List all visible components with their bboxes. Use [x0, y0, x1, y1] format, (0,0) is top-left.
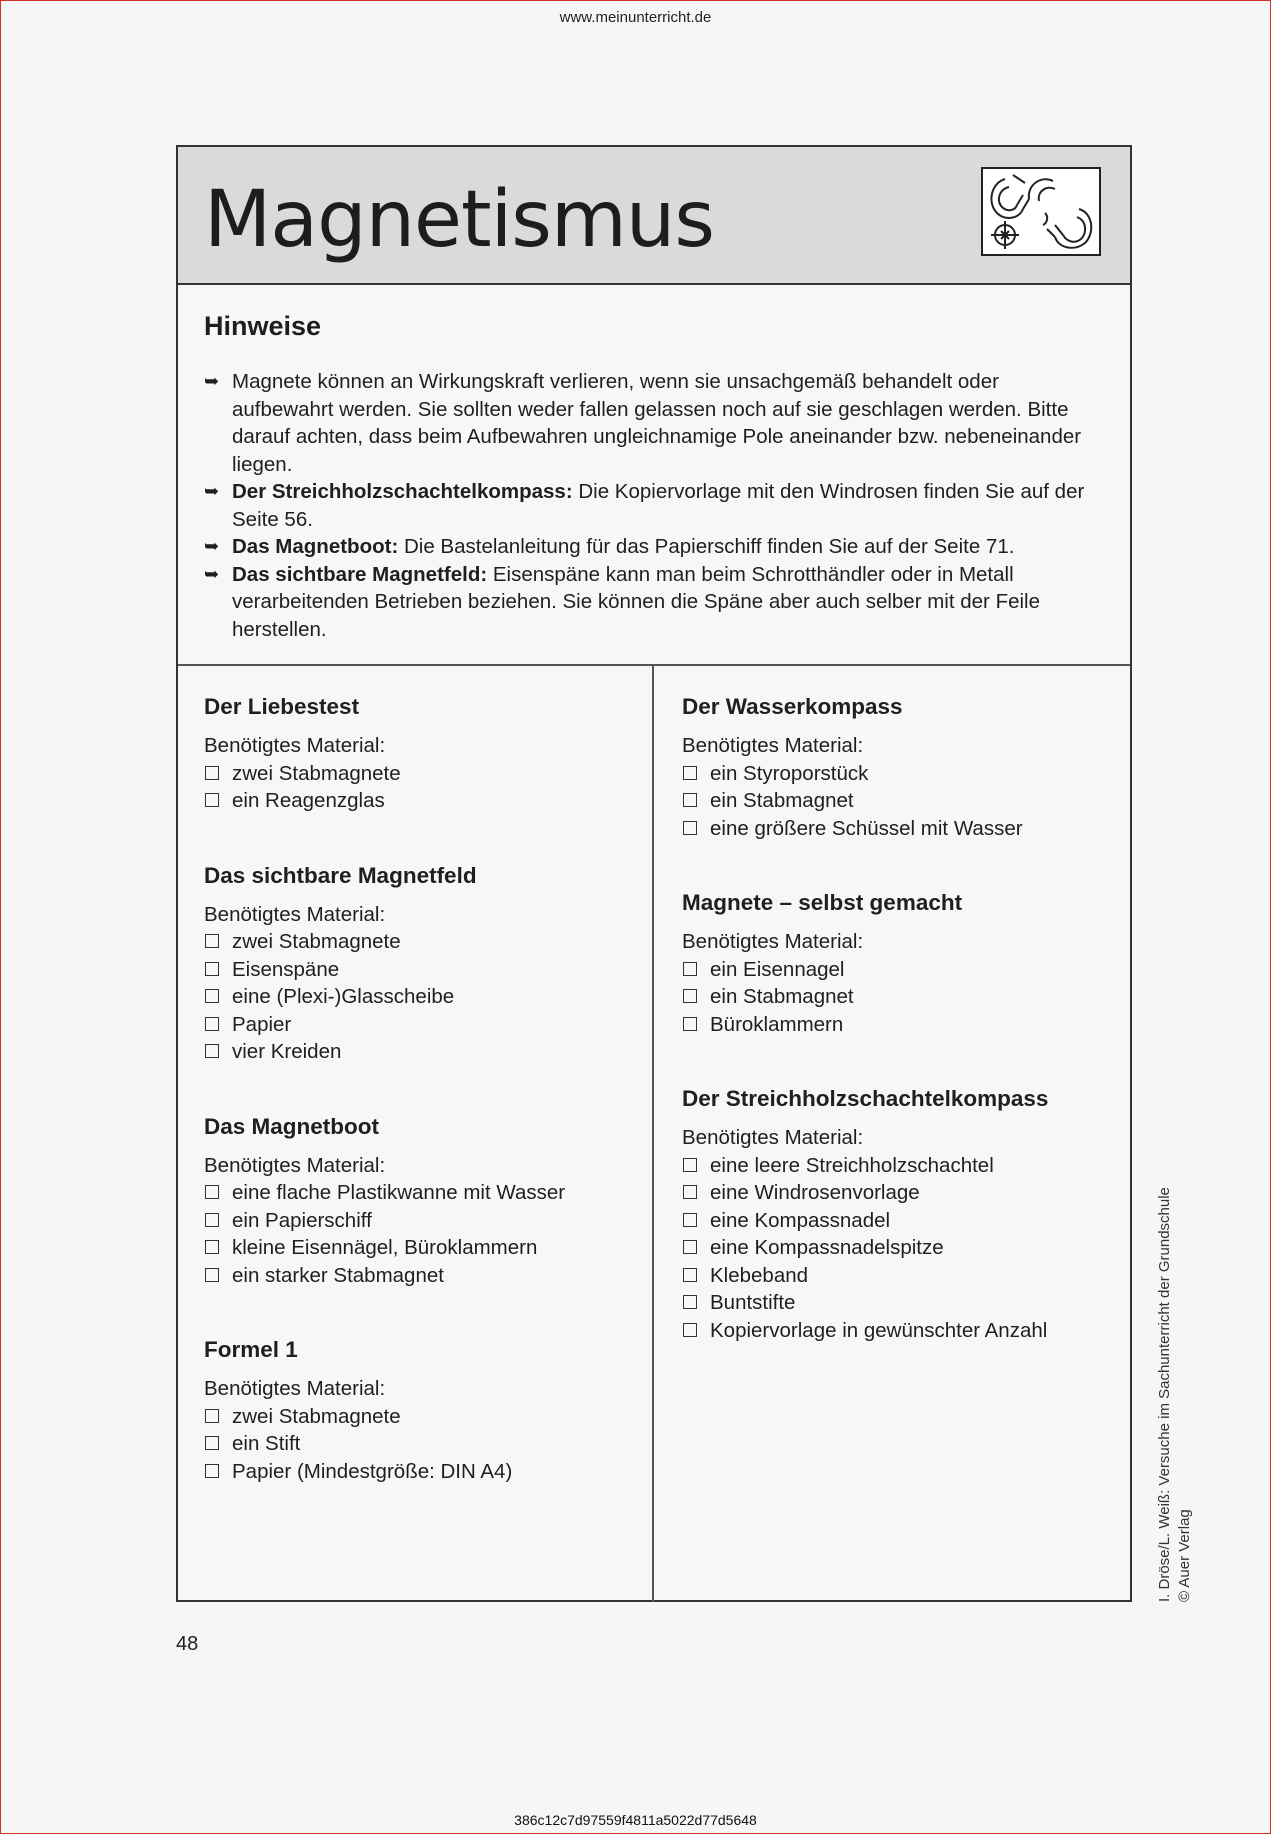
material-item	[204, 983, 632, 1011]
material-item	[682, 1179, 1110, 1207]
checkbox-icon[interactable]	[683, 1268, 697, 1282]
material-text: Papier	[232, 1012, 292, 1036]
experiment-block	[204, 863, 632, 1066]
checkbox-icon[interactable]	[205, 1409, 219, 1423]
note-text: Magnete können an Wirkungskraft verlieren, wenn sie unsachgemäß behandelt oder aufbewahrt werden. Sie sollten weder fallen gelassen noch auf sie geschlagen werden. Bitte darauf achten, dass beim Aufbewahren ungleichnamige Pole aneinander bzw. nebeneinander liegen.	[232, 370, 1082, 476]
material-text: ein Reagenzglas	[232, 789, 385, 812]
checkbox-icon[interactable]	[205, 766, 219, 780]
title-bar	[178, 147, 1130, 285]
material-text: ein Stabmagnet	[710, 789, 854, 812]
worksheet	[176, 145, 1132, 1602]
material-item	[682, 1207, 1110, 1235]
note-item	[204, 478, 1100, 533]
checkbox-icon[interactable]	[683, 1158, 697, 1172]
material-text: ein Papierschiff	[232, 1208, 372, 1232]
arrow-icon: ➥	[204, 536, 220, 556]
material-item	[204, 1458, 632, 1486]
material-text: kleine Eisennägel, Büroklammern	[232, 1236, 538, 1259]
material-text: eine Kompassnadel	[710, 1208, 891, 1232]
site-url[interactable]: www.meinunterricht.de	[559, 9, 712, 26]
experiment-block	[682, 1086, 1110, 1344]
material-item	[204, 1179, 632, 1207]
material-label: Benötigtes Material:	[204, 734, 386, 757]
page-title: Magnetismus	[204, 175, 714, 265]
checkbox-icon[interactable]	[205, 1268, 219, 1282]
material-item	[682, 1289, 1110, 1317]
material-text: eine Kompassnadelspitze	[710, 1236, 944, 1259]
material-item	[204, 1207, 632, 1235]
experiment-block	[682, 890, 1110, 1038]
experiment-title: Das sichtbare Magnetfeld	[204, 862, 477, 888]
material-text: Buntstifte	[710, 1291, 796, 1314]
publisher-credit	[1155, 1187, 1195, 1602]
checkbox-icon[interactable]	[205, 934, 219, 948]
credit-authors: I. Dröse/L. Weiß: Versuche im Sachunterricht der Grundschule	[1156, 1187, 1173, 1602]
experiment-title: Der Wasserkompass	[682, 694, 903, 719]
checkbox-icon[interactable]	[683, 1323, 697, 1337]
checkbox-icon[interactable]	[683, 793, 697, 807]
material-text: Klebeband	[710, 1263, 809, 1287]
material-item	[682, 983, 1110, 1011]
material-text: eine leere Streichholzschachtel	[710, 1153, 994, 1177]
notes-heading: Hinweise	[204, 311, 322, 341]
material-text: eine (Plexi-)Glasscheibe	[232, 985, 455, 1008]
material-item	[682, 1234, 1110, 1262]
checkbox-icon[interactable]	[205, 962, 219, 976]
checkbox-icon[interactable]	[205, 1213, 219, 1227]
material-label: Benötigtes Material:	[682, 930, 864, 953]
material-item	[682, 956, 1110, 984]
arrow-icon: ➥	[204, 371, 220, 391]
checkbox-icon[interactable]	[683, 766, 697, 780]
material-item	[204, 928, 632, 956]
material-item	[204, 956, 632, 984]
material-item	[682, 1262, 1110, 1290]
material-item	[682, 1152, 1110, 1180]
material-label: Benötigtes Material:	[682, 734, 864, 757]
material-text: vier Kreiden	[232, 1040, 342, 1063]
note-text: Die Kopiervorlage mit den Windrosen finden Sie auf der Seite 56.	[232, 480, 1085, 531]
material-item	[204, 787, 632, 815]
checkbox-icon[interactable]	[683, 1017, 697, 1031]
experiment-block	[204, 694, 632, 815]
material-item	[204, 1011, 632, 1039]
checkbox-icon[interactable]	[205, 1017, 219, 1031]
material-text: zwei Stabmagnete	[232, 761, 401, 785]
material-item	[682, 760, 1110, 788]
note-text: Die Bastelanleitung für das Papierschiff finden Sie auf der Seite 71.	[398, 535, 1015, 558]
material-item	[682, 815, 1110, 843]
material-text: ein Styroporstück	[710, 761, 869, 785]
experiment-block	[204, 1337, 632, 1485]
material-label: Benötigtes Material:	[204, 1377, 386, 1400]
material-item	[204, 1234, 632, 1262]
experiment-title: Formel 1	[204, 1337, 298, 1362]
notes-list	[204, 368, 1100, 643]
checkbox-icon[interactable]	[683, 989, 697, 1003]
checkbox-icon[interactable]	[205, 793, 219, 807]
note-bold: Der Streichholzschachtelkompass:	[232, 480, 573, 503]
note-item	[204, 533, 1100, 561]
material-text: Büroklammern	[710, 1012, 844, 1036]
material-text: zwei Stabmagnete	[232, 1404, 401, 1428]
material-text: eine flache Plastikwanne mit Wasser	[232, 1181, 566, 1204]
material-item	[204, 760, 632, 788]
material-item	[204, 1403, 632, 1431]
experiment-title: Der Streichholzschachtelkompass	[682, 1086, 1049, 1111]
checkbox-icon[interactable]	[205, 1464, 219, 1478]
material-text: Eisenspäne	[232, 957, 340, 981]
left-column	[178, 666, 654, 1602]
material-text: eine Windrosenvorlage	[710, 1181, 920, 1204]
material-text: ein Eisennagel	[710, 957, 845, 981]
note-text: Eisenspäne kann man beim Schrotthändler oder in Metall verarbeitenden Betrieben beziehen. Sie können die Späne aber auch selber mit der Feile herstellen.	[232, 562, 1040, 641]
experiment-title: Der Liebestest	[204, 694, 360, 719]
right-column	[654, 666, 1130, 1602]
material-item	[682, 1011, 1110, 1039]
experiment-block	[204, 1114, 632, 1290]
note-item	[204, 561, 1100, 644]
material-label: Benötigtes Material:	[204, 1153, 386, 1177]
horseshoe-magnets-compass-icon	[981, 167, 1101, 256]
material-item	[682, 1317, 1110, 1345]
material-text: ein Stabmagnet	[710, 985, 854, 1008]
material-text: ein Stift	[232, 1432, 301, 1455]
checkbox-icon[interactable]	[683, 1213, 697, 1227]
checkbox-icon[interactable]	[683, 1185, 697, 1199]
credit-publisher: © Auer Verlag	[1176, 1509, 1193, 1602]
page-number: 48	[176, 1633, 199, 1655]
checkbox-icon[interactable]	[683, 1295, 697, 1309]
material-text: zwei Stabmagnete	[232, 930, 401, 953]
checkbox-icon[interactable]	[205, 1240, 219, 1254]
material-text: eine größere Schüssel mit Wasser	[710, 816, 1023, 840]
material-text: Papier (Mindestgröße: DIN A4)	[232, 1459, 513, 1483]
checkbox-icon[interactable]	[683, 962, 697, 976]
checkbox-icon[interactable]	[205, 1044, 219, 1058]
experiment-block	[682, 694, 1110, 842]
checkbox-icon[interactable]	[683, 1240, 697, 1254]
note-bold: Das sichtbare Magnetfeld:	[232, 562, 488, 586]
material-label: Benötigtes Material:	[682, 1126, 864, 1149]
experiment-columns	[178, 666, 1130, 1602]
notes-section	[178, 285, 1130, 666]
material-item	[204, 1430, 632, 1458]
material-text: ein starker Stabmagnet	[232, 1263, 444, 1287]
experiment-title: Das Magnetboot	[204, 1113, 380, 1139]
note-item	[204, 368, 1100, 478]
experiment-title: Magnete – selbst gemacht	[682, 890, 963, 915]
material-item	[204, 1038, 632, 1066]
material-text: Kopiervorlage in gewünschter Anzahl	[710, 1318, 1048, 1342]
material-item	[682, 787, 1110, 815]
checkbox-icon[interactable]	[205, 989, 219, 1003]
material-item	[204, 1262, 632, 1290]
checkbox-icon[interactable]	[683, 821, 697, 835]
document-hash: 386c12c7d97559f4811a5022d77d5648	[514, 1812, 757, 1828]
note-bold: Das Magnetboot:	[232, 535, 399, 558]
checkbox-icon[interactable]	[205, 1185, 219, 1199]
arrow-icon: ➥	[204, 563, 220, 584]
arrow-icon: ➥	[204, 481, 220, 501]
material-label: Benötigtes Material:	[204, 902, 386, 926]
checkbox-icon[interactable]	[205, 1436, 219, 1450]
